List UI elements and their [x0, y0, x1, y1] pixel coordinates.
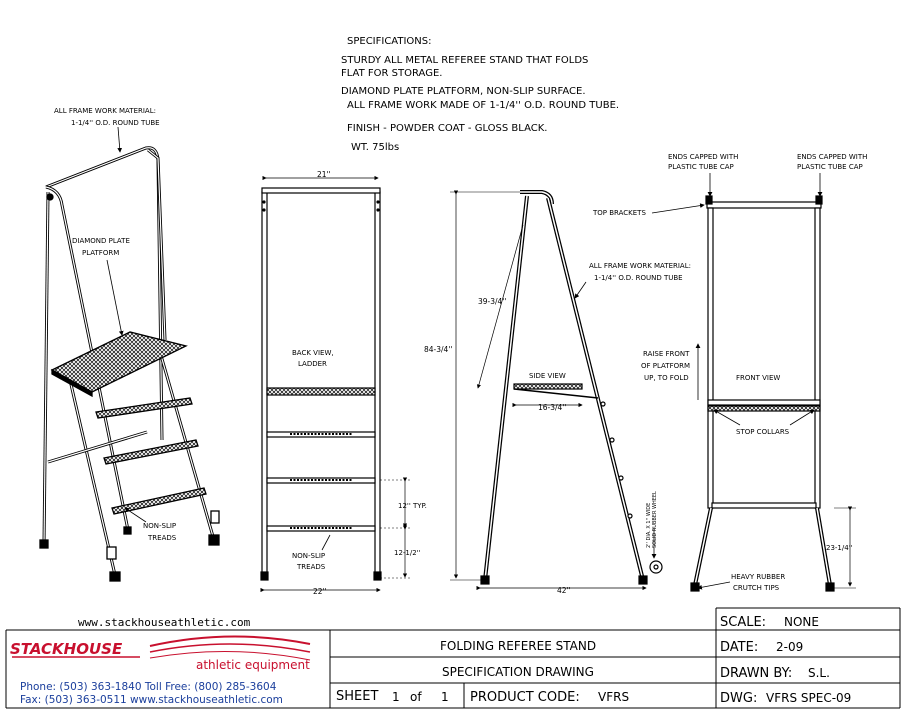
logo-wordmark: STACKHOUSE: [10, 640, 123, 658]
upper-height-dim: 39-3/4'': [478, 297, 507, 306]
frame-material-note: 1-1/4'' O.D. ROUND TUBE: [594, 274, 683, 282]
phone-line: Phone: (503) 363-1840 Toll Free: (800) 285-3604: [20, 681, 277, 693]
crutch-tips-label: CRUTCH TIPS: [733, 584, 780, 592]
perspective-view: [40, 127, 219, 581]
sheet-label: SHEET: [336, 689, 379, 704]
title-block-text: [10, 615, 851, 706]
website-url: www.stackhouseathletic.com: [78, 616, 251, 629]
back-view-title: BACK VIEW,: [292, 349, 334, 357]
top-brackets-label: TOP BRACKETS: [593, 209, 646, 217]
leg-height-dim: 23-1/4'': [826, 544, 853, 552]
date-value: 2-09: [776, 640, 804, 654]
frame-material-note: ALL FRAME WORK MATERIAL:: [54, 107, 156, 115]
bottom-height-dim: 12-1/2'': [394, 549, 421, 557]
date-label: DATE:: [720, 640, 759, 655]
stop-collars-label: STOP COLLARS: [736, 428, 790, 436]
side-view: [450, 192, 662, 588]
front-view-labels: [592, 153, 867, 592]
treads-label: NON-SLIP: [143, 522, 177, 530]
spec-heading: SPECIFICATIONS:: [347, 36, 432, 47]
product-code-label: PRODUCT CODE:: [470, 690, 580, 705]
cap-note-right: PLASTIC TUBE CAP: [797, 163, 863, 171]
cap-note-left: PLASTIC TUBE CAP: [668, 163, 734, 171]
drawn-by-value: S.L.: [808, 666, 830, 680]
drawing-title: FOLDING REFEREE STAND: [440, 639, 597, 653]
product-code: VFRS: [598, 690, 630, 704]
sheet-number: 1: [392, 690, 400, 704]
platform-label: DIAMOND PLATE: [72, 237, 130, 245]
treads-label: TREADS: [297, 563, 326, 571]
sheet-total: 1: [441, 690, 449, 704]
fax-line: Fax: (503) 363-0511 www.stackhouseathletic.com: [20, 694, 283, 706]
sheet-of: of: [410, 690, 422, 704]
spacing-dim: 12'' TYP.: [398, 502, 427, 510]
wheel-note: SOLID RUBBER WHEEL: [652, 491, 658, 548]
spec-line: FINISH - POWDER COAT - GLOSS BLACK.: [347, 123, 548, 134]
spec-line: WT. 75lbs: [351, 142, 400, 153]
raise-platform-note: UP, TO FOLD: [644, 374, 689, 382]
back-view: [261, 178, 412, 590]
side-view-labels: [424, 262, 691, 595]
width-top-dim: 21'': [317, 170, 331, 179]
treads-label: TREADS: [148, 534, 177, 542]
drawing-type: SPECIFICATION DRAWING: [442, 665, 594, 679]
spec-line: FLAT FOR STORAGE.: [341, 68, 443, 79]
cap-note-right: ENDS CAPPED WITH: [797, 153, 868, 161]
raise-platform-note: OF PLATFORM: [641, 362, 691, 370]
front-view-title: FRONT VIEW: [736, 374, 781, 382]
treads-label: NON-SLIP: [292, 552, 326, 560]
platform-depth-dim: 16-3/4'': [538, 403, 567, 412]
scale-label: SCALE:: [720, 615, 767, 630]
frame-material-note: ALL FRAME WORK MATERIAL:: [589, 262, 691, 270]
base-width-dim: 42'': [557, 586, 571, 595]
front-view: [652, 173, 856, 591]
wheel-note: 2'' DIA. X 1'' WIDE: [646, 502, 652, 548]
logo-tagline: athletic equipment: [196, 658, 310, 672]
dwg-value: VFRS SPEC-09: [766, 691, 852, 705]
platform-label: PLATFORM: [82, 249, 120, 257]
crutch-tips-label: HEAVY RUBBER: [731, 573, 786, 581]
spec-line: STURDY ALL METAL REFEREE STAND THAT FOLDS: [341, 55, 589, 66]
cap-note-left: ENDS CAPPED WITH: [668, 153, 739, 161]
specifications: [341, 36, 619, 153]
back-view-labels: [292, 170, 427, 596]
drawn-by-label: DRAWN BY:: [720, 666, 793, 681]
dwg-label: DWG:: [720, 691, 758, 706]
spec-line: ALL FRAME WORK MADE OF 1-1/4'' O.D. ROUND TUBE.: [347, 100, 620, 111]
scale-value: NONE: [784, 615, 819, 629]
width-bottom-dim: 22'': [313, 587, 327, 596]
back-view-title: LADDER: [298, 360, 327, 368]
frame-material-note: 1-1/4'' O.D. ROUND TUBE: [71, 119, 160, 127]
total-height-dim: 84-3/4'': [424, 345, 453, 354]
side-view-title: SIDE VIEW: [529, 372, 566, 380]
raise-platform-note: RAISE FRONT: [643, 350, 690, 358]
spec-line: DIAMOND PLATE PLATFORM, NON-SLIP SURFACE.: [341, 86, 586, 97]
